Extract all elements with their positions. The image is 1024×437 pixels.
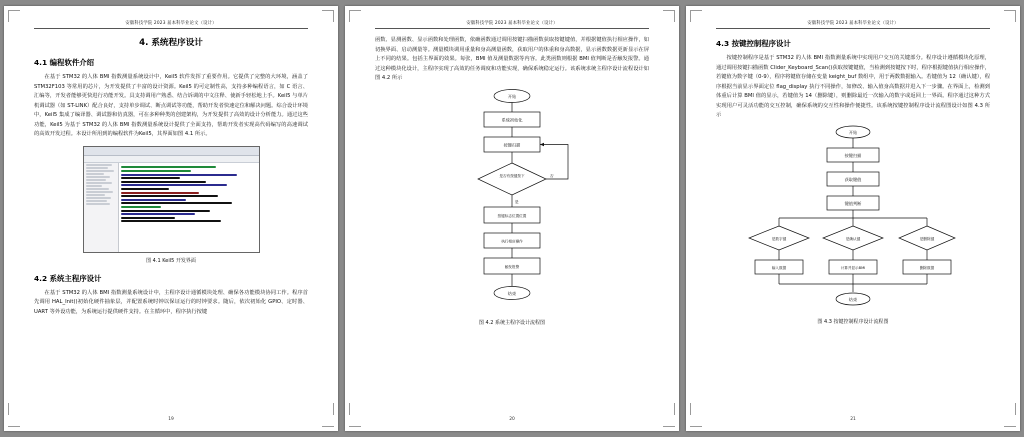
flow-node-label: 执行相应操作 <box>501 239 523 244</box>
flow-node-label: 获取键值 <box>844 176 862 182</box>
flow-node-label: 删除数据 <box>919 265 935 270</box>
document-page-20[interactable] <box>345 6 679 431</box>
flow-node-label: 结束 <box>507 290 517 296</box>
page-header: 安徽科技学院 2023 届本科毕业论文（设计） <box>466 21 558 26</box>
page-number: 19 <box>168 417 174 422</box>
page-header: 安徽科技学院 2023 届本科毕业论文（设计） <box>125 21 217 26</box>
ide-project-tree <box>84 163 119 253</box>
figure-caption: 图 4.1 Keil5 开发界面 <box>146 257 196 264</box>
keil-screenshot <box>83 146 260 253</box>
flowchart-main-program <box>422 87 602 315</box>
paragraph: 函数、显测函数、显示函数和处理函数，依确函数通过调用按键扫描函数获取按键键值，并根据键值执行相应操作，如切换界面、启动测量等。测量模块调用重量和身高测量函数，获取用户的体重和身高数据，显示函数数据更新显示在屏上不同的结果。包括主界面的效果。每张，BMI 值及测量数据等内容。此类函数则根据 BMI 值判断是否触发报警。通过这种模块化设计，主程序实现了高效的任务调度和功能实现，确保系统稳定运行。该系统求统主程序设计流程设计如图 4.2 所示 <box>375 37 649 82</box>
flow-node-label: 输入数据 <box>771 265 787 270</box>
flow-node-label: 按键扫描 <box>503 142 521 148</box>
flow-node-label: 结束 <box>848 296 858 302</box>
flow-branch-label: 是 <box>515 199 519 204</box>
flow-node-label: 是数字键 <box>771 236 787 241</box>
figure-caption: 图 4.3 按键控制程序设计流程图 <box>817 318 889 325</box>
paragraph: 按键控制程序是基于 STM32 的人体 BMI 指数测量系统中实现用户交互的关键部分。程序设计遵循模块化原理，通过调用按键扫描函数 Clider_Keyboard_Scan()获取按键键值，当检测到按键按下时，程序根据键值执行相应操作，若键值为数字键（0-9），程序将键值存储在变量 keight_buf 数组中，用于两数数据输入。若键值为 12（确认键），程序根据当前显示界面定位 flag_display 执行不同操作，如修改、输入值身高数据并进入下一步骤。在界面上，检测到体重后计算 BMI 值的显示，若键值为 14（删除键），则删除最近一次输入的数字或返回上一界面。程序通过这种方式实现用户可灵活功能的交互控制，确保系统的交互性和操作便捷性。该系统按键控制程序设计流程图设计如图 4.3 所示 <box>716 55 990 119</box>
page-number: 21 <box>850 417 856 422</box>
flowchart-key-control <box>743 124 963 314</box>
flow-node-label: 按键标志位置位置 <box>497 213 527 218</box>
flow-node-label: 系统初始化 <box>501 117 523 123</box>
figure-caption: 图 4.2 系统主程序设计流程图 <box>478 319 546 326</box>
flow-branch-label: 否 <box>550 173 554 178</box>
flow-node-label: 按键扫描 <box>844 152 862 158</box>
flow-node-label: 开始 <box>507 93 517 99</box>
header-rule <box>34 28 308 29</box>
ide-code-editor <box>119 163 259 253</box>
section-heading-4-3: 4.3 按键控制程序设计 <box>716 39 791 48</box>
header-rule <box>375 28 649 29</box>
flow-node-label: 是确认键 <box>845 236 861 241</box>
page-title: 4. 系统程序设计 <box>139 38 203 48</box>
ide-titlebar <box>84 147 259 156</box>
flow-node-label: 开始 <box>848 129 858 135</box>
flow-node-label: 计算并显示BMI <box>840 265 866 270</box>
page-header: 安徽科技学院 2023 届本科毕业论文（设计） <box>807 21 899 26</box>
section-heading-4-2: 4.2 系统主程序设计 <box>34 273 102 283</box>
ide-toolbar <box>84 156 259 163</box>
paragraph: 在基于 STM32 的人体 BMI 指数测量系统设计中，Keil5 软件发挥了重要作用。它提供了完整的大环境，涵盖了 STM32F103 等常用的芯片，为开发提供了丰富的设计资源。Keil5 的可定制性高，支持多种编程语言，如 C 语言、汇编等，开发者能够更快进行功能开发。具支持调用产熟悉、结合诉调的中文注释、使新手轻松地上手。Keil5 与单片机调试器（如 ST-LINK）配合良好，支持单步调试、断点调试等功能，帮助开发者快速定位和解决问题。综合设计环境中，Keil5 集成了编译器、调试器和仿真器，可在多种种类的创建架构，为开发提供了高效的设计分析能力。通过这些功能，Keil5 为基于 STM32 的人体 BMI 指数测量系统设计提供了全面支持，帮助开发者实现高代码编写的高速调试的高效开发过程。本设计所用到的编程软件为Keil5，其界面如图 4.1 所示。 <box>34 74 308 138</box>
flow-node-label: 是删除键 <box>919 236 935 241</box>
flow-node-label: 键值判断 <box>844 200 862 206</box>
flow-node-label: 触发报警 <box>504 264 520 269</box>
flow-node-label: 是否有按键按下 <box>499 173 525 178</box>
header-rule <box>716 28 990 29</box>
section-heading-4-1: 4.1 编程软件介绍 <box>34 58 95 67</box>
page-number: 20 <box>509 417 515 422</box>
figure-4-1 <box>34 146 308 264</box>
document-page-21[interactable] <box>686 6 1020 431</box>
paragraph: 在基于 STM32 的人体 BMI 指数测量系统设计中，主程序设计通循模块处理、确保各功能模块协同工作。程序首先调用 HAL_Init()初始化硬件抽象层，并配置系统时钟以保证运行的时钟要求。随后，依次初始化 GPIO、定时器、UART 等外设功能，为系统运行提供硬件支持。在主循环中，程序执行按键 <box>34 289 308 315</box>
document-page-19[interactable] <box>4 6 338 431</box>
